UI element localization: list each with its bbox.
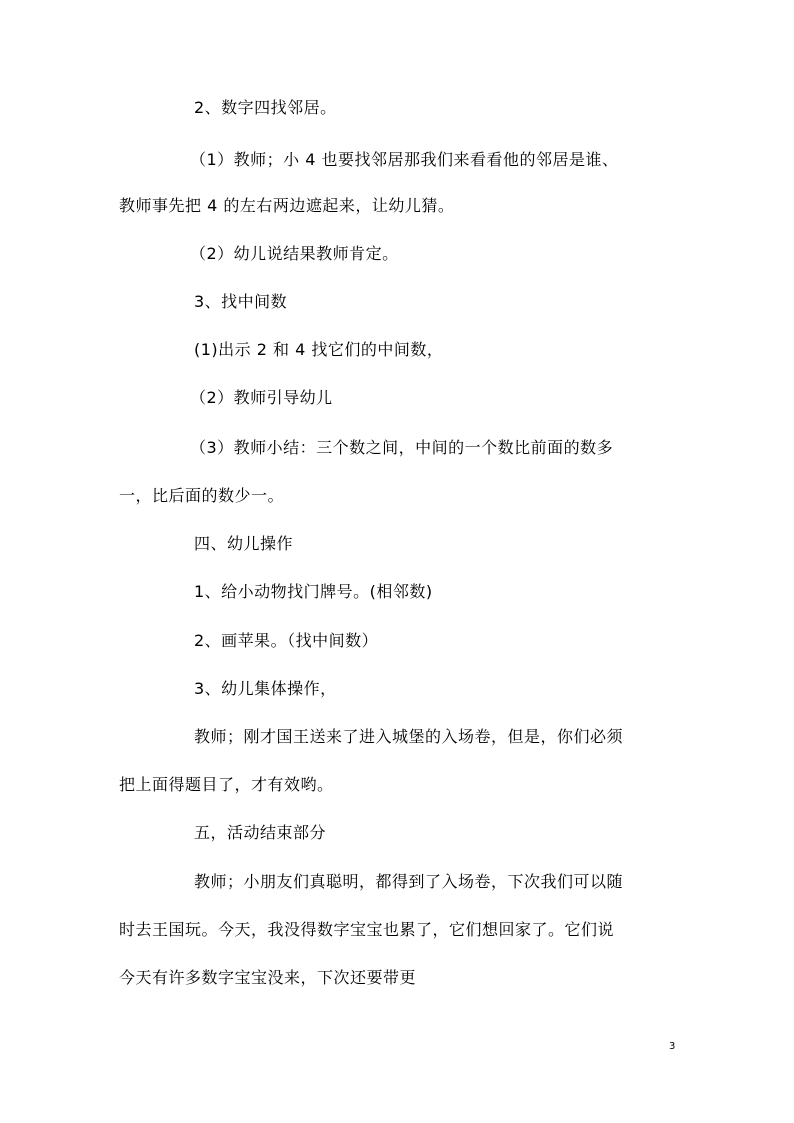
section-heading-activity-end: 五，活动结束部分 (194, 823, 327, 842)
section-heading-middle-number: 3、找中间数 (194, 292, 288, 311)
paragraph-line: 教师事先把 4 的左右两边遮起来，让幼儿猜。 (119, 196, 455, 215)
paragraph-line: 教师；刚才国王送来了进入城堡的入场卷，但是，你们必须 (194, 727, 624, 746)
paragraph-line: 一，比后面的数少一。 (119, 486, 285, 505)
page-number: 3 (669, 1041, 676, 1052)
paragraph-line: （2）幼儿说结果教师肯定。 (190, 244, 399, 263)
paragraph-line: (1)出示 2 和 4 找它们的中间数， (194, 340, 444, 359)
paragraph-line: 3、幼儿集体操作， (194, 679, 337, 698)
paragraph-line: 1、给小动物找门牌号。(相邻数) (194, 582, 433, 601)
paragraph-line: 教师；小朋友们真聪明，都得到了入场卷，下次我们可以随 (194, 872, 624, 891)
paragraph-line: 今天有许多数字宝宝没来，下次还要带更 (119, 968, 417, 987)
paragraph-line: （2）教师引导幼儿 (190, 388, 333, 407)
paragraph-line: （3）教师小结：三个数之间，中间的一个数比前面的数多 (190, 438, 614, 457)
paragraph-line: 时去王国玩。今天，我没得数字宝宝也累了，它们想回家了。它们说 (119, 920, 615, 939)
paragraph-line: 把上面得题目了，才有效哟。 (119, 775, 334, 794)
paragraph-line: 2、画苹果。（找中间数） (194, 631, 379, 650)
section-heading-find-neighbors: 2、数字四找邻居。 (194, 98, 337, 117)
paragraph-line: （1）教师；小 4 也要找邻居那我们来看看他的邻居是谁、 (190, 150, 619, 169)
section-heading-child-operation: 四、幼儿操作 (194, 534, 294, 553)
